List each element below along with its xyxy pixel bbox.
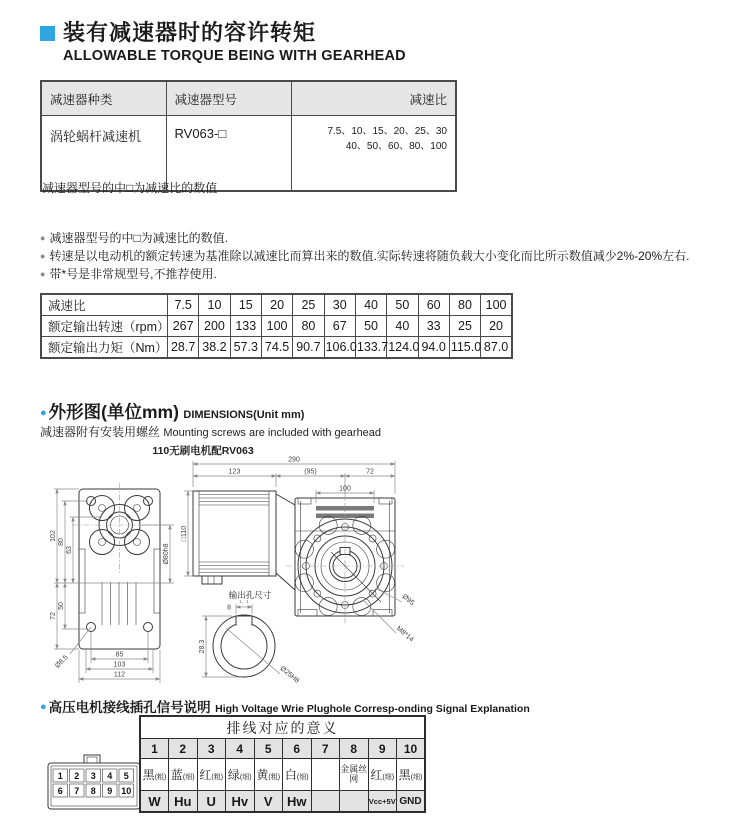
dim-290: 290 xyxy=(288,456,300,464)
note-line xyxy=(40,247,725,265)
gearhead-table-caption: 减速器型号的中□为减速比的数值 xyxy=(42,181,218,195)
wire-color: 红(细) xyxy=(368,759,397,791)
wiring-title-row xyxy=(140,716,425,739)
wire-color: 金属丝网 xyxy=(340,759,369,791)
dimension-drawing xyxy=(50,441,482,693)
connector-pin-2: 2 xyxy=(74,771,80,781)
dimensions-heading xyxy=(40,399,304,424)
blue-square-icon xyxy=(40,26,55,41)
ratio-cell: 40 xyxy=(355,294,386,316)
drawing-title: 110无刷电机配RV063 xyxy=(152,445,254,457)
signal-name: Hu xyxy=(169,791,198,813)
torque-cell: 124.0 xyxy=(387,337,418,359)
connector-pin-6: 6 xyxy=(57,786,63,796)
speed-cell: 200 xyxy=(199,316,230,337)
notes-list xyxy=(40,229,725,283)
pin-number: 3 xyxy=(197,739,226,759)
ratio-cell: 20 xyxy=(261,294,292,316)
dim-95: (95) xyxy=(304,468,317,476)
torque-row xyxy=(41,337,512,359)
dim-100: 100 xyxy=(339,485,351,493)
note-line xyxy=(40,265,725,283)
wiring-heading xyxy=(40,696,530,717)
dim-boss-d80h8: Ø80h8 xyxy=(163,543,170,565)
wiring-heading-cn: 高压电机接线插孔信号说明 xyxy=(48,700,211,715)
front-view xyxy=(72,483,167,649)
speed-cell: 80 xyxy=(293,316,324,337)
wiring-table-title: 排线对应的意义 xyxy=(140,716,425,739)
speed-cell: 50 xyxy=(355,316,386,337)
dimensions-subtitle-en: Mounting screws are included with gearhead xyxy=(163,427,382,439)
signal-name: Hv xyxy=(226,791,255,813)
signal-name: Vcc+5V xyxy=(368,791,397,813)
dim-103: 103 xyxy=(113,661,126,669)
connector-plug-drawing xyxy=(46,753,142,811)
page-title-group xyxy=(63,20,406,66)
dimensions-heading-en: DIMENSIONS(Unit mm) xyxy=(183,409,305,421)
torque-cell: 57.3 xyxy=(230,337,261,359)
dim-bore-d25h8: Ø25H8 xyxy=(278,665,301,685)
connector-pin-9: 9 xyxy=(107,786,113,796)
pin-number: 1 xyxy=(140,739,169,759)
connector-pin-10: 10 xyxy=(121,786,132,796)
blue-dot-icon: ● xyxy=(40,407,47,419)
signal-name xyxy=(340,791,369,813)
dim-85: 85 xyxy=(115,651,124,659)
signal-name: GND xyxy=(397,791,426,813)
connector-pin-7: 7 xyxy=(74,786,80,796)
ratio-cell: 10 xyxy=(199,294,230,316)
wiring-pin-row xyxy=(140,739,425,759)
wiring-heading-en: High Voltage Wrie Plughole Corresp-onding Signal Explanation xyxy=(215,703,530,715)
blue-dot-icon: ● xyxy=(40,701,47,713)
dim-keyway-ticks: 1，1 xyxy=(239,599,249,604)
dim-112: 112 xyxy=(113,671,126,679)
ratio-cell: 50 xyxy=(387,294,418,316)
wire-color xyxy=(311,759,340,791)
pin-number: 4 xyxy=(226,739,255,759)
pin-number: 8 xyxy=(340,739,369,759)
speed-cell: 40 xyxy=(387,316,418,337)
wiring-signal-table xyxy=(139,715,426,813)
connector-pin-1: 1 xyxy=(57,771,63,781)
wire-color: 绿(细) xyxy=(226,759,255,791)
wire-color: 红(粗) xyxy=(197,759,226,791)
torque-cell: 74.5 xyxy=(261,337,292,359)
connector-pin-5: 5 xyxy=(123,771,129,781)
page-title-en: ALLOWABLE TORQUE BEING WITH GEARHEAD xyxy=(63,48,406,64)
wire-color: 蓝(细) xyxy=(169,759,198,791)
ratio-line-2: 40、50、60、80、100 xyxy=(345,141,447,152)
torque-cell: 115.0 xyxy=(449,337,480,359)
speed-cell: 133 xyxy=(230,316,261,337)
ratio-cell: 30 xyxy=(324,294,355,316)
speed-cell: 100 xyxy=(261,316,292,337)
signal-name: V xyxy=(254,791,283,813)
output-hole-label: 输出孔尺寸 xyxy=(228,590,272,600)
pin-number: 6 xyxy=(283,739,312,759)
signal-name: U xyxy=(197,791,226,813)
dim-bolt-m8: M8*14 xyxy=(394,625,415,644)
ratio-row-label: 减速比 xyxy=(41,294,168,316)
ratio-row xyxy=(41,294,512,316)
dim-102: 102 xyxy=(50,530,57,542)
torque-cell: 94.0 xyxy=(418,337,449,359)
pin-number: 9 xyxy=(368,739,397,759)
col-gearhead-model: 减速器型号 xyxy=(166,81,291,116)
ratio-cell: 60 xyxy=(418,294,449,316)
pin-number: 10 xyxy=(397,739,426,759)
ratio-cell: 7.5 xyxy=(168,294,199,316)
dimensions-subtitle-cn: 减速器附有安装用螺丝 xyxy=(40,425,161,439)
gearhead-type-value: 涡轮蜗杆减速机 xyxy=(41,116,166,192)
dimensions-heading-cn: 外形图(单位mm) xyxy=(48,402,179,422)
dim-63: 63 xyxy=(66,546,73,554)
connector-pin-8: 8 xyxy=(90,786,96,796)
torque-cell: 87.0 xyxy=(481,337,512,359)
torque-cell: 28.7 xyxy=(168,337,199,359)
connector-pin-3: 3 xyxy=(90,771,96,781)
signal-name: Hw xyxy=(283,791,312,813)
dim-123: 123 xyxy=(228,468,241,476)
note-bullet-icon: ● xyxy=(40,233,46,243)
output-hole-detail xyxy=(199,590,300,685)
note-text-3: 带*号是非常规型号,不推荐使用. xyxy=(49,267,217,281)
output-ratio-table xyxy=(40,293,513,359)
speed-cell: 267 xyxy=(168,316,199,337)
col-gearhead-type: 减速器种类 xyxy=(41,81,166,116)
dim-keyway-8: 8 xyxy=(227,604,231,612)
signal-name: W xyxy=(140,791,169,813)
gearhead-ratio-value xyxy=(291,116,456,192)
torque-cell: 106.0 xyxy=(324,337,355,359)
torque-row-label: 额定输出力矩（Nm） xyxy=(41,337,168,359)
note-line xyxy=(40,229,725,247)
ratio-cell: 15 xyxy=(230,294,261,316)
note-bullet-icon: ● xyxy=(40,269,46,279)
speed-cell: 33 xyxy=(418,316,449,337)
speed-cell: 67 xyxy=(324,316,355,337)
torque-cell: 133.7 xyxy=(355,337,386,359)
gearhead-spec-table xyxy=(40,80,457,192)
gearhead-header-row xyxy=(41,81,456,116)
ratio-cell: 80 xyxy=(449,294,480,316)
torque-cell: 90.7 xyxy=(293,337,324,359)
ratio-line-1: 7.5、10、15、20、25、30 xyxy=(327,126,447,137)
wire-color: 黄(粗) xyxy=(254,759,283,791)
pin-number: 7 xyxy=(311,739,340,759)
wire-color: 白(细) xyxy=(283,759,312,791)
dim-80: 80 xyxy=(58,538,65,546)
col-gearhead-ratio: 减速比 xyxy=(291,81,456,116)
page-header xyxy=(40,20,406,66)
dimensions-subtitle xyxy=(40,423,381,440)
torque-cell: 38.2 xyxy=(199,337,230,359)
dim-28-3: 28.3 xyxy=(199,639,206,654)
rear-view xyxy=(286,491,404,625)
speed-cell: 20 xyxy=(481,316,512,337)
dim-72b: 72 xyxy=(366,468,374,476)
wiring-signal-row xyxy=(140,791,425,813)
wire-color: 黑(细) xyxy=(397,759,426,791)
note-text-2: 转速是以电动机的额定转速为基准除以减速比而算出来的数值.实际转速将随负载大小变化而比所示数值减少2%-20%左右. xyxy=(49,249,690,263)
dim-72: 72 xyxy=(50,612,57,620)
dim-50: 50 xyxy=(58,602,65,610)
front-view-dimensions xyxy=(50,489,174,683)
wiring-color-row xyxy=(140,759,425,791)
note-bullet-icon: ● xyxy=(40,251,46,261)
dim-flange-d95: Ø95 xyxy=(400,593,416,608)
ratio-cell: 25 xyxy=(293,294,324,316)
page-title-cn: 装有减速器时的容许转矩 xyxy=(63,20,317,45)
connector-pin-4: 4 xyxy=(107,771,113,781)
signal-name xyxy=(311,791,340,813)
side-view xyxy=(193,491,295,590)
speed-row-label: 额定输出转速（rpm） xyxy=(41,316,168,337)
wire-color: 黑(粗) xyxy=(140,759,169,791)
speed-cell: 25 xyxy=(449,316,480,337)
gearhead-model-value: RV063-□ xyxy=(166,116,291,192)
note-text-1: 减速器型号的中□为减速比的数值. xyxy=(49,231,229,245)
dim-hole-d8-5: Ø8.5 xyxy=(54,654,70,670)
connector-pin-cells xyxy=(53,769,134,797)
pin-number: 5 xyxy=(254,739,283,759)
speed-row xyxy=(41,316,512,337)
dim-square-110: □110 xyxy=(181,525,188,542)
pin-number: 2 xyxy=(169,739,198,759)
ratio-cell: 100 xyxy=(481,294,512,316)
